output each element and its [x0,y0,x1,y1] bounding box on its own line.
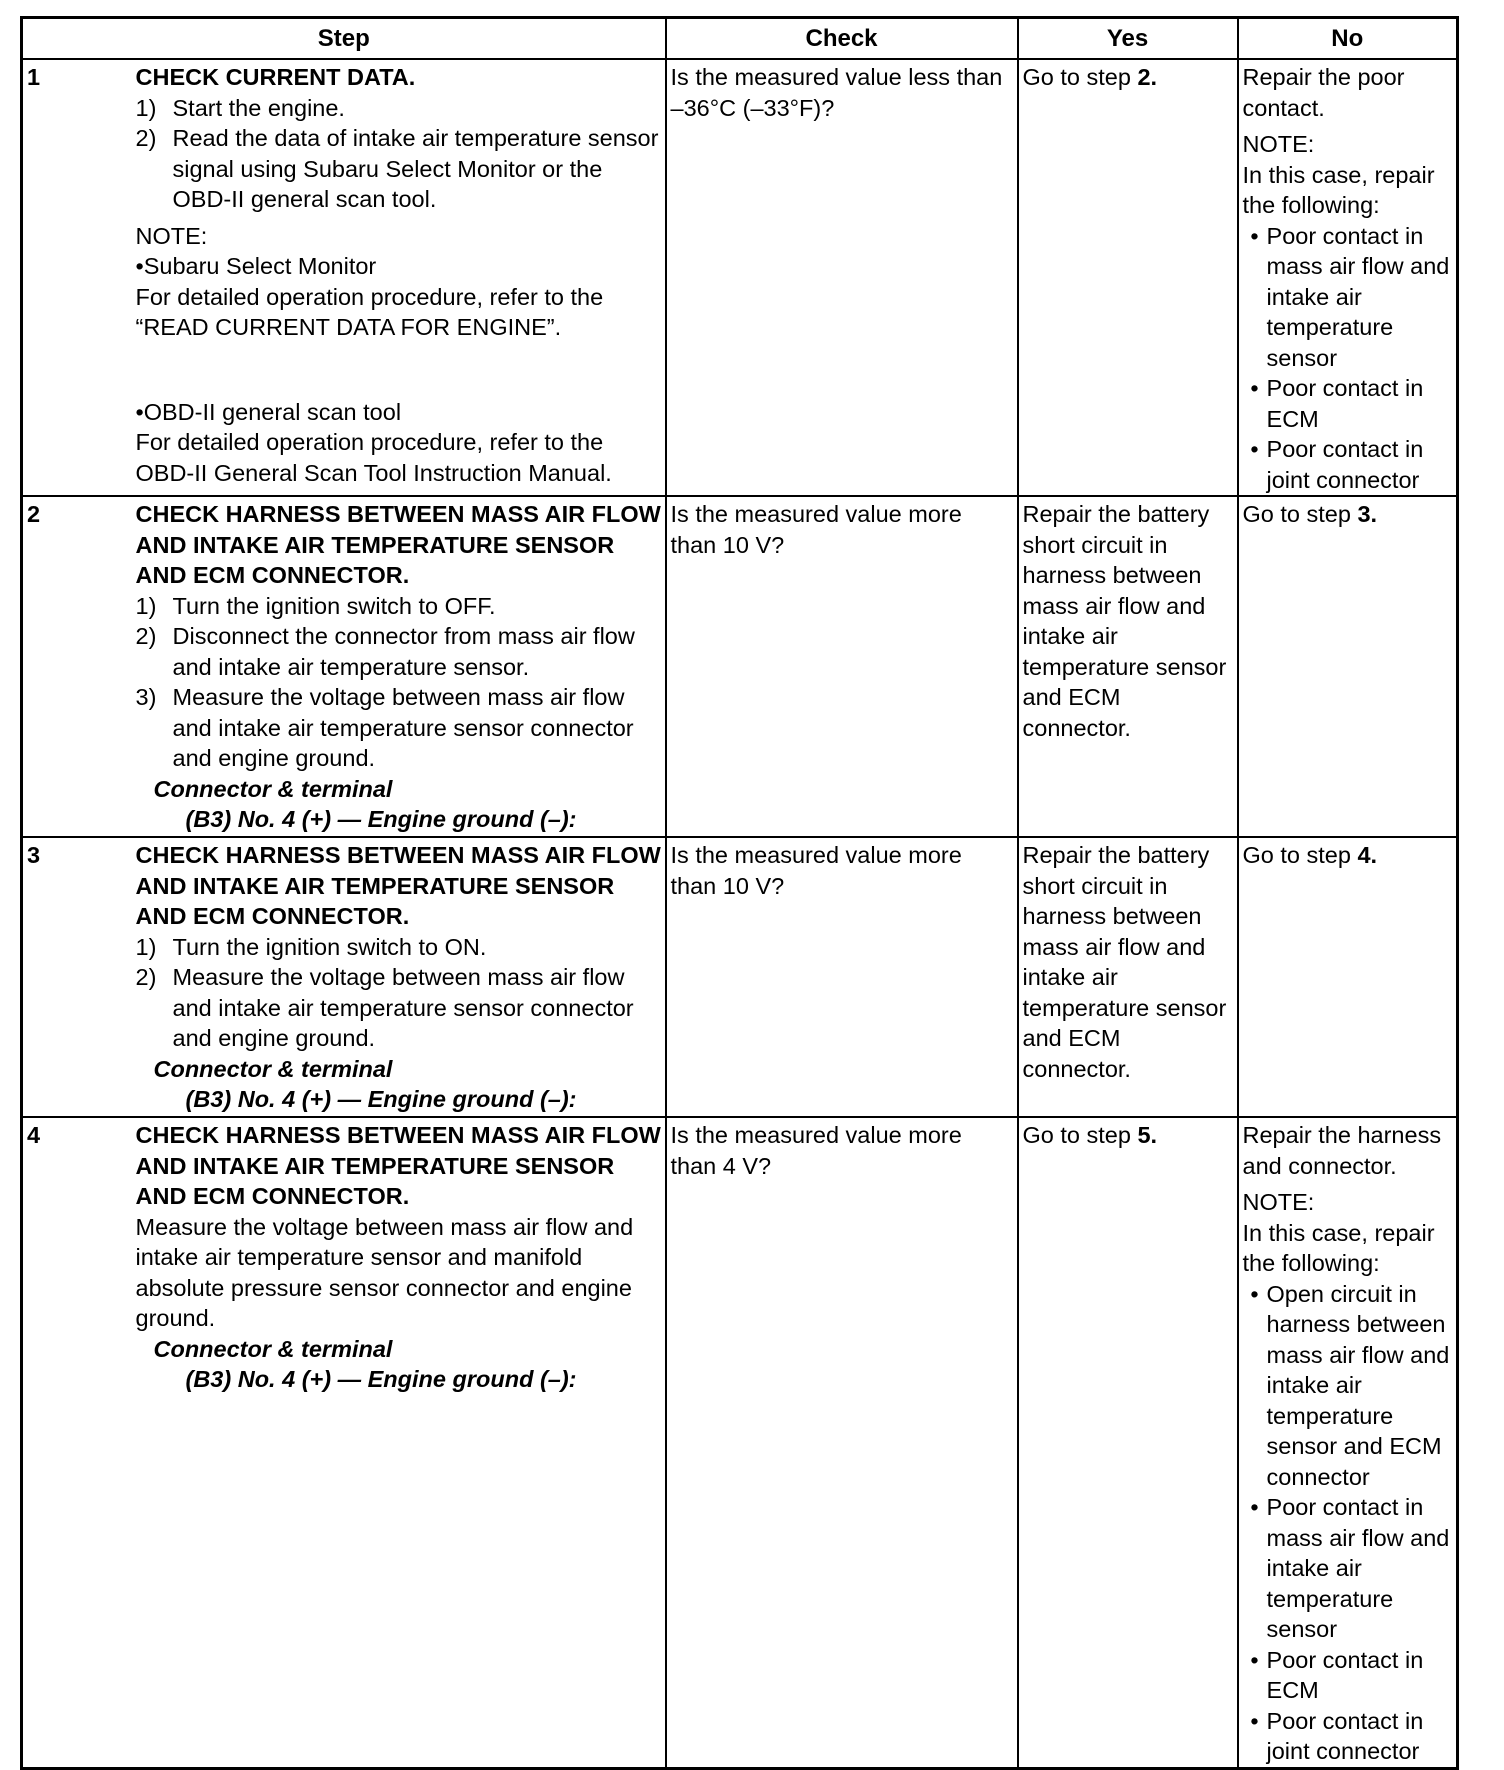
step-title: CHECK HARNESS BETWEEN MASS AIR FLOW AND INTAKE AIR TEMPERATURE SENSOR AND ECM CONNECTOR. [135,842,661,929]
list-item [136,682,662,774]
note-obd-title: •OBD-II general scan tool [135,398,402,425]
list-item [136,123,662,215]
bullet-dot: • [1250,1280,1259,1307]
yes-step-ref: 5. [1137,1122,1158,1148]
no-step-ref: 3. [1357,501,1378,527]
bullet-text: Poor contact in ECM [1266,375,1424,432]
step-number: 4 [22,1117,136,1768]
list-item-text: Disconnect the connector from mass air flow and intake air temperature sensor. [172,623,635,680]
bullet-item [1243,1706,1454,1767]
bullet-text: Poor contact in joint connector [1266,1707,1424,1764]
no-note-intro: In this case, repair the following: [1242,1219,1435,1276]
no-action: Repair the harness and connector. [1242,1122,1442,1179]
yes-step-ref: 2. [1137,64,1158,90]
bullet-dot: • [1250,375,1259,401]
table-row-step-3 [22,837,1458,1117]
list-item-text: Turn the ignition switch to OFF. [172,592,496,619]
yes-prefix: Go to step [1022,1122,1138,1148]
list-item [136,621,662,682]
diagnostic-procedure-sheet [20,16,1456,1764]
yes-cell: Repair the battery short circuit in harness between mass air flow and intake air temperature sensor and ECM connector. [1018,837,1238,1117]
list-item-text: Start the engine. [172,94,345,121]
note-subaru-title: •Subaru Select Monitor [135,253,377,279]
bullet-item [1243,434,1454,495]
list-item-text: Read the data of intake air temperature sensor signal using Subaru Select Monitor or the OBD-II general scan tool. [172,125,659,212]
no-cell [1238,59,1458,496]
bullet-text: Poor contact in joint connector [1266,436,1424,493]
header-check: Check [666,18,1018,60]
step-description [136,496,666,837]
bullet-text: Open circuit in harness between mass air flow and intake air temperature sensor and ECM connector [1266,1280,1450,1490]
yes-cell: Repair the battery short circuit in harness between mass air flow and intake air temperature sensor and ECM connector. [1018,496,1238,837]
step-description [136,837,666,1117]
list-item [136,932,662,963]
bullet-dot: • [1250,1707,1259,1734]
connector-value: (B3) No. 4 (+) — Engine ground (–): [185,1086,577,1112]
note-subaru-text: For detailed operation procedure, refer to the “READ CURRENT DATA FOR ENGINE”. [135,283,604,340]
connector-label: Connector & terminal [153,1335,393,1362]
bullet-item [1243,373,1454,434]
bullet-dot: • [1250,222,1259,249]
bullet-text: Poor contact in mass air flow and intake air temperature sensor [1266,222,1450,371]
list-item [136,962,662,1054]
bullet-dot: • [1250,436,1259,462]
connector-label: Connector & terminal [153,775,393,802]
list-item-text: Measure the voltage between mass air flow and intake air temperature sensor connector and engine ground. [172,684,634,771]
list-item-number: 1) [135,933,157,960]
note-obd-text: For detailed operation procedure, refer to the OBD-II General Scan Tool Instruction Manual. [135,429,612,486]
header-step: Step [22,18,666,60]
step-title: CHECK CURRENT DATA. [135,64,416,90]
yes-cell [1018,1117,1238,1768]
list-item-number: 2) [135,125,157,151]
list-item-text: Measure the voltage between mass air flow and intake air temperature sensor connector and engine ground. [172,964,634,1051]
check-cell: Is the measured value more than 10 V? [666,496,1018,837]
connector-value: (B3) No. 4 (+) — Engine ground (–): [185,806,577,832]
bullet-item [1243,221,1454,374]
diagnostic-table [20,16,1459,1770]
no-note-label: NOTE: [1242,1189,1315,1215]
table-row-step-2 [22,496,1458,837]
no-step-ref: 4. [1357,842,1378,868]
list-item-text: Turn the ignition switch to ON. [172,933,487,960]
bullet-dot: • [1250,1646,1259,1673]
list-item-number: 1) [135,94,157,121]
header-yes: Yes [1018,18,1238,60]
check-cell: Is the measured value less than –36°C (–33°F)? [666,59,1018,496]
list-item-number: 3) [135,684,157,710]
no-action: Repair the poor contact. [1242,64,1405,121]
connector-value: (B3) No. 4 (+) — Engine ground (–): [185,1366,577,1392]
list-item-number: 2) [135,623,157,649]
step-title: CHECK HARNESS BETWEEN MASS AIR FLOW AND INTAKE AIR TEMPERATURE SENSOR AND ECM CONNECTOR. [135,1122,661,1209]
note-label: NOTE: [135,222,208,249]
bullet-item [1243,1492,1454,1645]
table-row-step-1 [22,59,1458,496]
step-description [136,59,666,496]
no-prefix: Go to step [1242,501,1358,527]
bullet-item [1243,1279,1454,1493]
table-row-step-4 [22,1117,1458,1768]
step-description [136,1117,666,1768]
no-prefix: Go to step [1242,842,1358,868]
no-cell [1238,837,1458,1117]
no-note-intro: In this case, repair the following: [1242,161,1435,218]
no-cell [1238,496,1458,837]
step-number: 1 [22,59,136,496]
bullet-text: Poor contact in ECM [1266,1646,1424,1703]
bullet-text: Poor contact in mass air flow and intake air temperature sensor [1266,1494,1450,1642]
list-item [136,93,662,124]
step-body: Measure the voltage between mass air flow and intake air temperature sensor and manifold absolute pressure sensor connector and engine ground. [135,1213,634,1331]
yes-prefix: Go to step [1022,64,1138,90]
check-cell: Is the measured value more than 4 V? [666,1117,1018,1768]
bullet-item [1243,1645,1454,1706]
no-note-label: NOTE: [1242,131,1315,157]
header-row [22,18,1458,60]
list-item [136,591,662,622]
connector-label: Connector & terminal [153,1055,393,1082]
bullet-dot: • [1250,1494,1259,1520]
no-cell [1238,1117,1458,1768]
step-title: CHECK HARNESS BETWEEN MASS AIR FLOW AND INTAKE AIR TEMPERATURE SENSOR AND ECM CONNECTOR. [135,501,661,588]
yes-cell [1018,59,1238,496]
header-no: No [1238,18,1458,60]
list-item-number: 2) [135,964,157,990]
step-number: 2 [22,496,136,837]
list-item-number: 1) [135,592,157,619]
check-cell: Is the measured value more than 10 V? [666,837,1018,1117]
step-number: 3 [22,837,136,1117]
